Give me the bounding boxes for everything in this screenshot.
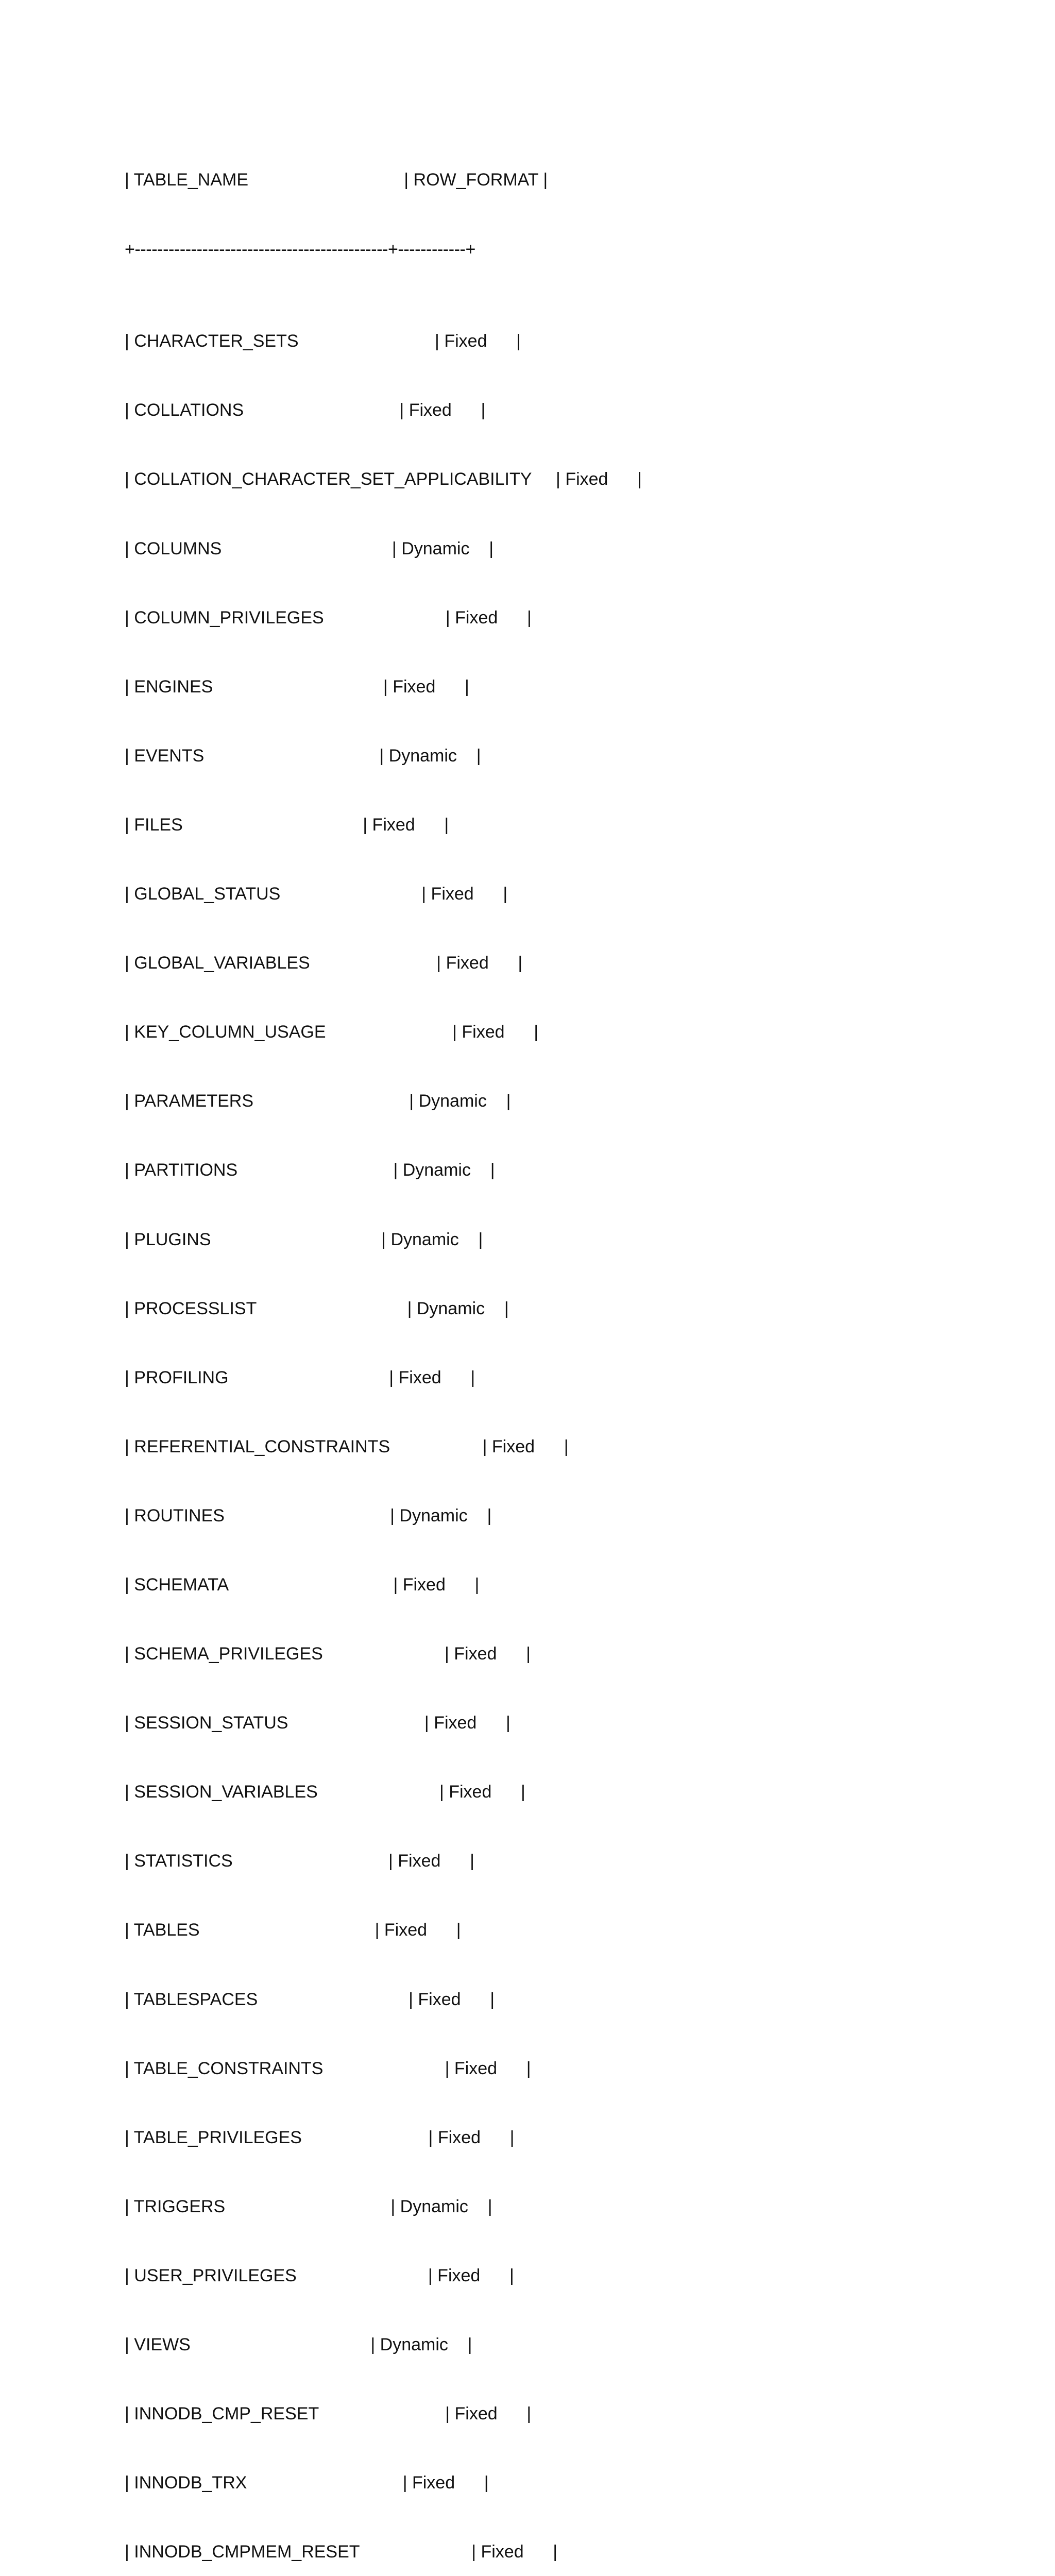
table-row: | INNODB_CMPMEM_RESET | Fixed | [125, 2542, 558, 2562]
table-row: | VIEWS | Dynamic | [125, 2335, 472, 2355]
sql-output-table [125, 123, 897, 2576]
table-row: | SCHEMA_PRIVILEGES | Fixed | [125, 1644, 531, 1664]
table-row: | PLUGINS | Dynamic | [125, 1229, 483, 1249]
table-separator-line: +---------------------------------------------+------------+ [125, 239, 475, 259]
table-row: | FILES | Fixed | [125, 815, 449, 835]
table-row: | COLLATIONS | Fixed | [125, 400, 486, 420]
table-row: | COLUMNS | Dynamic | [125, 538, 494, 558]
table-row: | PROFILING | Fixed | [125, 1367, 475, 1387]
table-row: | GLOBAL_VARIABLES | Fixed | [125, 953, 523, 973]
table-row: | PARAMETERS | Dynamic | [125, 1091, 511, 1111]
table-row: | TABLES | Fixed | [125, 1920, 461, 1940]
table-row: | STATISTICS | Fixed | [125, 1851, 474, 1871]
table-row: | COLUMN_PRIVILEGES | Fixed | [125, 607, 532, 628]
table-row: | INNODB_CMP_RESET | Fixed | [125, 2404, 532, 2424]
table-row: | TABLESPACES | Fixed | [125, 1989, 495, 2009]
table-row: | TABLE_PRIVILEGES | Fixed | [125, 2127, 515, 2147]
table-row: | COLLATION_CHARACTER_SET_APPLICABILITY | Fixed | [125, 469, 642, 489]
table-row: | USER_PRIVILEGES | Fixed | [125, 2265, 514, 2285]
table-row: | ENGINES | Fixed | [125, 676, 469, 697]
table-row: | SESSION_STATUS | Fixed | [125, 1713, 511, 1733]
table-header-line: | TABLE_NAME | ROW_FORMAT | [125, 170, 548, 190]
table-row: | TABLE_CONSTRAINTS | Fixed | [125, 2058, 531, 2078]
table-row: | TRIGGERS | Dynamic | [125, 2196, 492, 2216]
table-row: | SESSION_VARIABLES | Fixed | [125, 1782, 525, 1802]
table-row: | SCHEMATA | Fixed | [125, 1574, 480, 1595]
table-row: | INNODB_TRX | Fixed | [125, 2473, 489, 2493]
table-row: | PROCESSLIST | Dynamic | [125, 1298, 509, 1318]
table-row: | PARTITIONS | Dynamic | [125, 1160, 495, 1180]
table-row: | GLOBAL_STATUS | Fixed | [125, 884, 508, 904]
table-row: | ROUTINES | Dynamic | [125, 1505, 492, 1526]
table-row: | REFERENTIAL_CONSTRAINTS | Fixed | [125, 1436, 569, 1456]
table-row: | EVENTS | Dynamic | [125, 745, 481, 766]
table-row: | KEY_COLUMN_USAGE | Fixed | [125, 1022, 539, 1042]
table-row: | CHARACTER_SETS | Fixed | [125, 331, 521, 351]
